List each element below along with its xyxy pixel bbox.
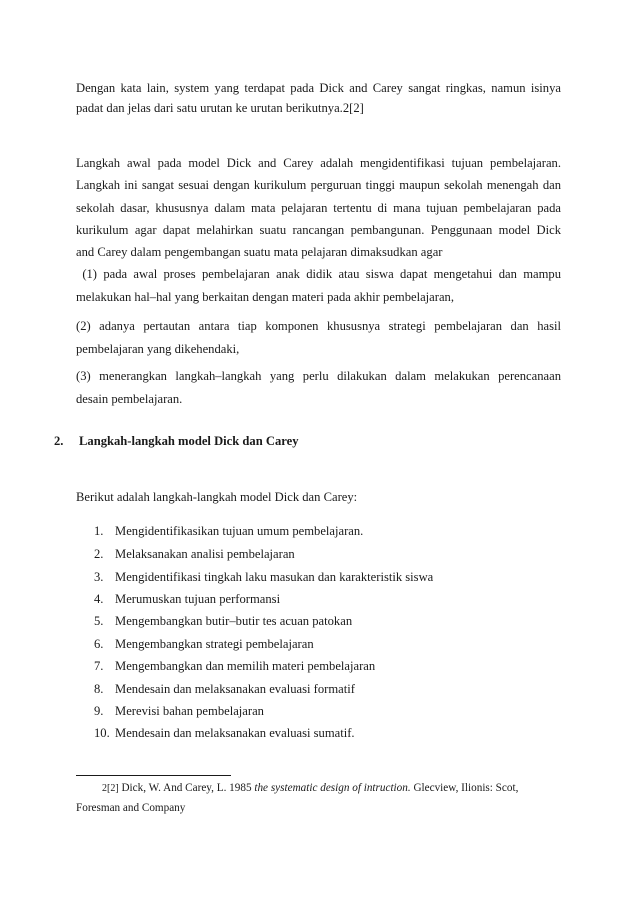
paragraph-line: (3) menerangkan langkah–langkah yang perlu dilakukan dalam melakukan perencanaan (76, 369, 561, 383)
paragraph-line: pembelajaran yang dikehendaki, (76, 342, 240, 356)
list-item (94, 546, 295, 562)
list-item (94, 591, 280, 607)
paragraph-line: (1) pada awal proses pembelajaran anak didik atau siswa dapat mengetahui dan mampu (76, 267, 561, 281)
list-item-number: 10. (94, 726, 110, 740)
list-item (94, 658, 375, 674)
footnote-continuation: Foresman and Company (76, 802, 186, 814)
footnote-author: Dick, W. And Carey, L. 1985 (118, 782, 255, 794)
footnote-book-title: the systematic design of intruction. (254, 782, 411, 794)
list-item-text: Mengembangkan strategi pembelajaran (115, 637, 314, 651)
list-item-text: Mengembangkan dan memilih materi pembelajaran (115, 659, 376, 673)
footnote-marker: 2[2] (102, 783, 119, 794)
list-item-number: 8. (94, 682, 104, 696)
paragraph-line: Langkah awal pada model Dick and Carey adalah mengidentifikasi tujuan pembelajaran. (76, 156, 561, 170)
paragraph-line: Langkah ini sangat sesuai dengan kurikulum perguruan tinggi maupun sekolah menengah dan (76, 178, 561, 192)
footnote-publisher: Glecview, Ilionis: Scot, (410, 782, 519, 794)
intro-line: padat dan jelas dari satu urutan ke urutan berikutnya.2[2] (76, 101, 364, 115)
paragraph-line: (2) adanya pertautan antara tiap komponen khususnya strategi pembelajaran dan hasil (76, 319, 561, 333)
list-item-number: 9. (94, 704, 104, 718)
list-item-text: Mengembangkan butir–butir tes acuan patokan (115, 614, 353, 628)
list-item-text: Melaksanakan analisi pembelajaran (115, 547, 295, 561)
list-item-text: Merevisi bahan pembelajaran (115, 704, 264, 718)
list-item-number: 7. (94, 659, 104, 673)
paragraph-line: sekolah dasar, khususnya dalam mata pelajaran tertentu di mana tujuan pembelajaran pada (76, 201, 561, 215)
list-item-text: Mendesain dan melaksanakan evaluasi formatif (115, 682, 355, 696)
list-item (94, 636, 314, 652)
section-number: 2. (54, 434, 64, 448)
section-title: Langkah-langkah model Dick dan Carey (79, 434, 299, 448)
list-item-number: 4. (94, 592, 104, 606)
list-item-text: Mengidentifikasikan tujuan umum pembelajaran. (115, 524, 364, 538)
list-item-number: 5. (94, 614, 104, 628)
list-item-text: Merumuskan tujuan performansi (115, 592, 281, 606)
list-item (94, 703, 264, 719)
paragraph-line: kurikulum agar dapat melahirkan suatu rancangan pembangunan. Penggunaan model Dick (76, 223, 561, 237)
list-item (94, 569, 433, 585)
footnote-divider (76, 775, 231, 776)
footnote (102, 781, 518, 796)
list-item (94, 681, 355, 697)
section-intro: Berikut adalah langkah-langkah model Dick dan Carey: (76, 490, 358, 504)
list-item-number: 2. (94, 547, 104, 561)
list-item (94, 725, 355, 741)
list-item-number: 1. (94, 524, 104, 538)
intro-line: Dengan kata lain, system yang terdapat pada Dick and Carey sangat ringkas, namun isinya (76, 81, 561, 95)
paragraph-line: desain pembelajaran. (76, 392, 183, 406)
list-item (94, 523, 363, 539)
paragraph-line: melakukan hal–hal yang berkaitan dengan materi pada akhir pembelajaran, (76, 290, 454, 304)
list-item-number: 3. (94, 570, 104, 584)
list-item (94, 613, 352, 629)
list-item-text: Mendesain dan melaksanakan evaluasi sumatif. (115, 726, 355, 740)
list-item-text: Mengidentifikasi tingkah laku masukan dan karakteristik siswa (115, 570, 434, 584)
list-item-number: 6. (94, 637, 104, 651)
paragraph-line: and Carey dalam pengembangan suatu mata pelajaran dimaksudkan agar (76, 245, 443, 259)
